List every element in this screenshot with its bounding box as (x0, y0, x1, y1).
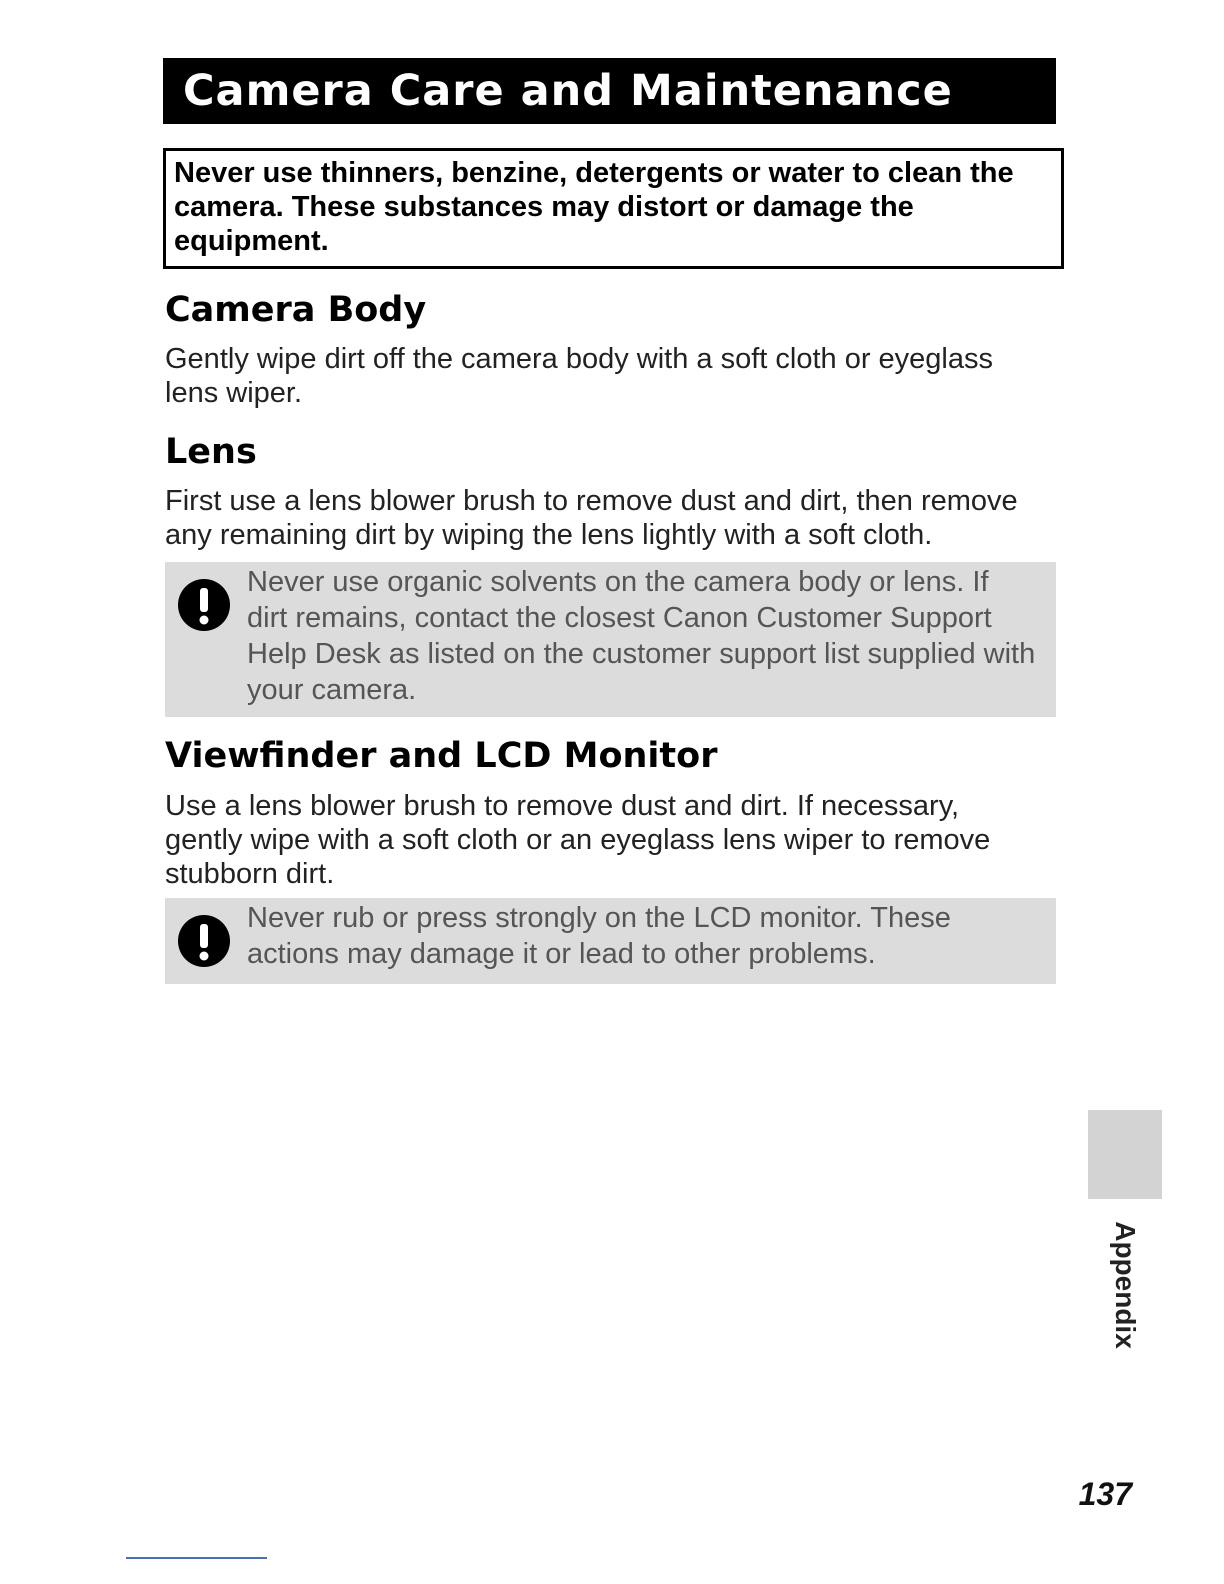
section-tab (1088, 1200, 1162, 1370)
section-heading-viewfinder-lcd: Viewfinder and LCD Monitor (165, 736, 718, 776)
warning-text: Never use thinners, benzine, detergents or water to clean the camera. These substances may distort or damage the equipment. (174, 157, 1014, 257)
warning-box (163, 148, 1064, 269)
caution-icon (175, 912, 233, 970)
page-title-bar (163, 58, 1056, 124)
section-body-viewfinder-lcd: Use a lens blower brush to remove dust and dirt. If necessary, gently wipe with a soft cloth or an eyeglass lens wiper to remove stubborn dirt. (165, 790, 991, 890)
page-title: Camera Care and Maintenance (183, 66, 953, 116)
section-body-lens: First use a lens blower brush to remove dust and dirt, then remove any remaining dirt by wiping the lens lightly with a soft cloth. (165, 485, 1018, 551)
section-body-camera-body: Gently wipe dirt off the camera body with a soft cloth or eyeglass lens wiper. (165, 343, 993, 409)
section-tab-label: Appendix (1110, 1221, 1141, 1349)
section-heading-lens: Lens (165, 432, 257, 472)
section-tab-marker (1088, 1110, 1162, 1199)
caution-icon (175, 576, 233, 634)
caution-box-lcd (165, 898, 1056, 984)
caution-text-lens: Never use organic solvents on the camera body or lens. If dirt remains, contact the closest Canon Customer Support Help Desk as listed on the customer support list supplied with your camera. (247, 566, 1036, 706)
caution-box-lens (165, 562, 1056, 717)
page-number: 137 (1078, 1476, 1132, 1512)
footer-rule (126, 1557, 267, 1559)
section-heading-camera-body: Camera Body (165, 290, 427, 330)
caution-text-lcd: Never rub or press strongly on the LCD monitor. These actions may damage it or lead to other problems. (247, 902, 951, 970)
